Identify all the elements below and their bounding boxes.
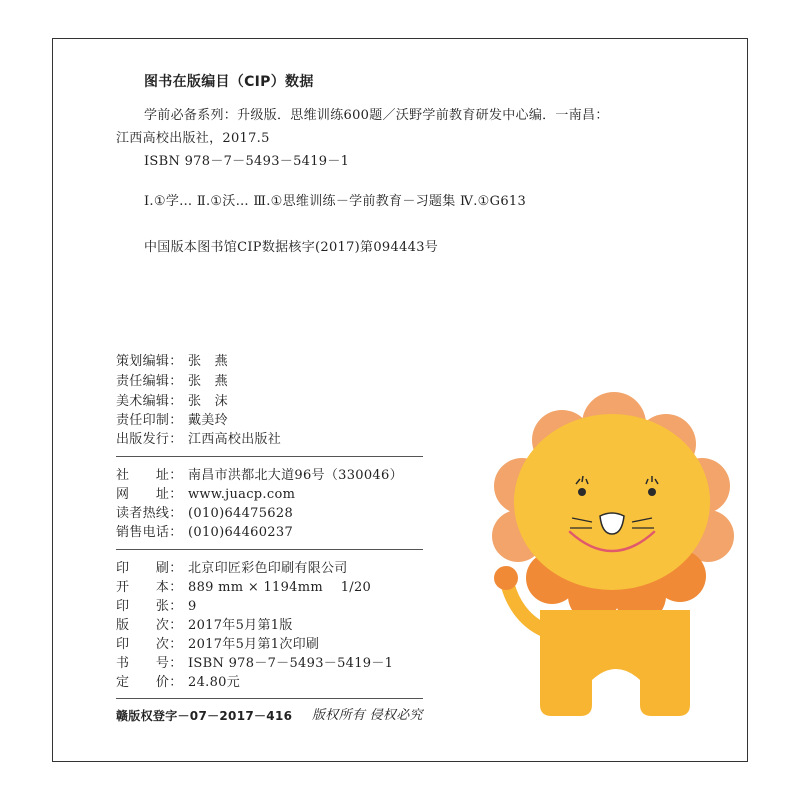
printing-row: 书 号： ISBN 978－7－5493－5419－1 [116, 656, 394, 671]
lion-eye [578, 488, 586, 496]
printing-row: 印 张： 9 [116, 599, 197, 614]
lion-body [540, 610, 690, 716]
rights-notice: 版权所有 侵权必究 [312, 708, 423, 723]
contact-row: 网 址： www.juacp.com [116, 487, 296, 502]
cip-verification: 中国版本图书馆CIP数据核字(2017)第094443号 [144, 240, 439, 255]
cip-classification: Ⅰ.①学… Ⅱ.①沃… Ⅲ.①思维训练－学前教育－习题集 Ⅳ.①G613 [144, 194, 527, 209]
contact-row: 社 址： 南昌市洪都北大道96号（330046） [116, 468, 403, 483]
staff-row: 责任印制： 戴美玲 [116, 413, 228, 428]
staff-row: 责任编辑： 张 燕 [116, 374, 228, 389]
staff-row: 出版发行： 江西高校出版社 [116, 432, 282, 447]
staff-row: 美术编辑： 张 沫 [116, 394, 228, 409]
printing-row: 开 本： 889 mm × 1194mm 1/20 [116, 580, 372, 595]
lion-tail-tip [494, 566, 518, 590]
copyright-registration: 赣版权登字－07－2017－416 [116, 709, 293, 723]
divider [116, 456, 423, 457]
divider [116, 549, 423, 550]
printing-row: 印 刷： 北京印匠彩色印刷有限公司 [116, 561, 348, 576]
cip-isbn: ISBN 978－7－5493－5419－1 [144, 154, 350, 169]
contact-row: 读者热线： (010)64475628 [116, 506, 294, 521]
staff-row: 策划编辑： 张 燕 [116, 354, 228, 369]
lion-eye [648, 488, 656, 496]
cip-line-1: 学前必备系列：升级版．思维训练600题／沃野学前教育研发中心编．一南昌： [144, 108, 609, 123]
cip-title: 图书在版编目（CIP）数据 [144, 74, 314, 90]
printing-row: 定 价： 24.80元 [116, 675, 241, 690]
contact-row: 销售电话： (010)64460237 [116, 525, 294, 540]
lion-face [514, 414, 710, 590]
printing-row: 版 次： 2017年5月第1版 [116, 618, 293, 633]
lion-illustration [482, 390, 742, 720]
printing-row: 印 次： 2017年5月第1次印刷 [116, 637, 320, 652]
cip-line-2: 江西高校出版社，2017.5 [116, 131, 270, 146]
divider [116, 698, 423, 699]
